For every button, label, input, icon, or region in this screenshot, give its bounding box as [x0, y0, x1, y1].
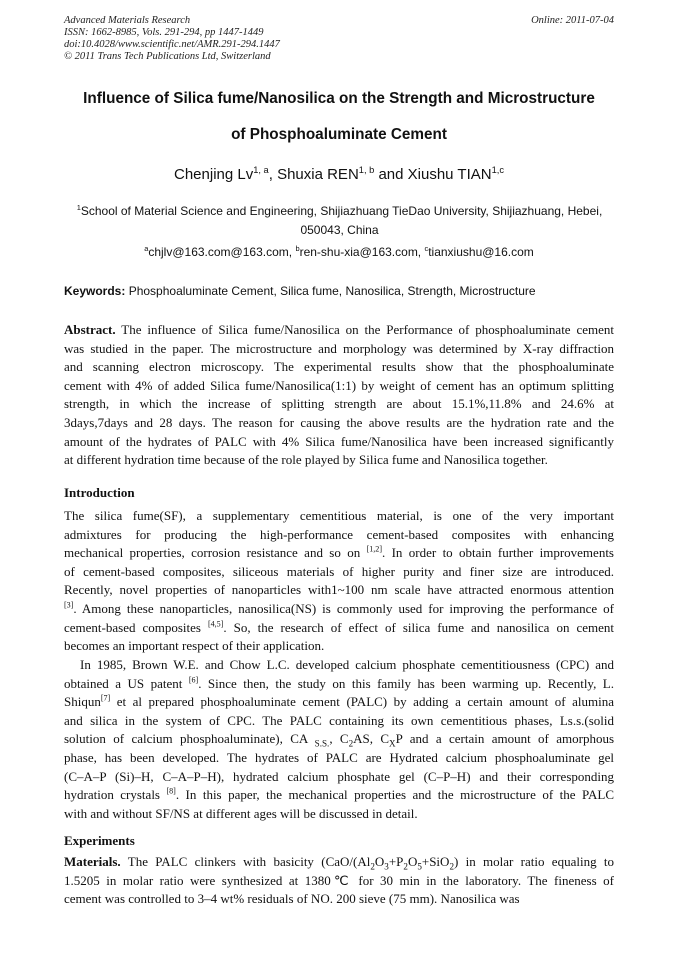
body-line: phase, has been developed. The hydrates of PALC are Hydrated calcium phosphoaluminate gel — [64, 749, 614, 765]
affiliation-sup: 1 — [76, 203, 81, 212]
email-a-sup: a — [144, 244, 149, 253]
paper-title-line-1: Influence of Silica fume/Nanosilica on the Strength and Microstructure — [83, 90, 595, 107]
author-1: Chenjing Lv — [174, 166, 254, 183]
experiments-heading: Experiments — [64, 833, 135, 848]
citation: [4,5] — [207, 619, 224, 629]
abstract-line: amount of the hydrates of PALC with 4% Silica fume/Nanosilica have been increased significantly — [64, 433, 614, 449]
keywords — [64, 284, 624, 298]
body-line: mechanical properties, corrosion resistance and so on [1,2]. In order to obtain further improvements — [64, 544, 614, 561]
body-line: obtained a US patent [6]. Since then, the study on this family has been warming up. Recently, L. — [64, 675, 614, 691]
author-2: , Shuxia REN — [268, 166, 359, 183]
introduction-heading: Introduction — [64, 485, 135, 500]
body-line: Shiqun[7] et al prepared phosphoaluminate cement (PALC) by adding a certain amount of alumina — [64, 693, 614, 710]
affiliation-line-1: School of Material Science and Engineering, Shijiazhuang TieDao University, Shijiazhuang, Hebei, — [80, 204, 603, 218]
issn-line: ISSN: 1662-8985, Vols. 291-294, pp 1447-1449 — [64, 27, 264, 38]
body-line: In 1985, Brown W.E. and Chow L.C. developed calcium phosphate cementitiousness (CPC) and — [80, 657, 614, 672]
abstract-line: at different hydration time because of the role played by Silica fume and Nanosilica together. — [64, 452, 548, 468]
author-3-sup: 1,c — [491, 165, 504, 175]
body-line: The silica fume(SF), a supplementary cementitious material, is one of the very important — [64, 508, 614, 523]
author-list — [40, 166, 638, 183]
online-date: Online: 2011-07-04 — [531, 15, 614, 26]
author-3: and Xiushu TIAN — [374, 166, 492, 183]
citation: [3] — [64, 600, 74, 610]
email-b-sup: b — [295, 244, 300, 253]
body-line: [3]. Among these nanoparticles, nanosilica(NS) is commonly used for improving the performance of — [64, 600, 614, 616]
body-line: hydration crystals [8]. In this paper, the mechanical properties and the microstructure of the PALC — [64, 786, 614, 803]
abstract-label: Abstract. — [64, 322, 116, 337]
citation: [7] — [100, 693, 111, 703]
affiliation — [64, 202, 615, 240]
introduction-paragraph-1 — [64, 507, 614, 656]
abstract-line: cement with 4% of added Silica fume/Nanosilica(1:1) by weight of cement has an optimum splitting — [64, 377, 614, 393]
email-c: tianxiushu@16.com — [428, 245, 534, 259]
body-line: admixtures for producing the high-performance cement-based composites with enhancing — [64, 526, 614, 542]
copyright-line: © 2011 Trans Tech Publications Ltd, Switzerland — [64, 51, 271, 62]
introduction-paragraph-2 — [64, 656, 614, 823]
subscript: 2 — [348, 738, 354, 749]
body-line: and silica in the system of CPC. The PALC containing its own cementitious phases, Ls.s.(solid — [64, 712, 614, 728]
keywords-label: Keywords: — [64, 284, 126, 298]
body-line: Materials. The PALC clinkers with basicity ($CaO/(Al_2O_3+P_2O_5+SiO_2)$ in molar ratio equaling to — [64, 854, 614, 872]
abstract-line: 3days,7days and 28 days. The reason for causing the above results are the hydration rate and the — [64, 414, 614, 430]
affiliation-line-2: 050043, China — [300, 223, 379, 237]
citation: [6] — [188, 675, 199, 685]
keywords-text: Phosphoaluminate Cement, Silica fume, Nanosilica, Strength, Microstructure — [125, 284, 536, 298]
body-line: cement was controlled to 3–4 wt% residuals of NO. 200 sieve (75 mm). Nanosilica was — [64, 891, 520, 907]
body-line: with and without SF/NS at different ages will be discussed in detail. — [64, 805, 418, 821]
email-c-sup: c — [424, 244, 429, 253]
abstract-line: and scanning electron microscopy. The experimental results show that the phosphoaluminate — [64, 359, 614, 375]
body-line: Recently, novel properties of nanoparticles with1~100 nm scale have attracted enormous attention — [64, 582, 614, 598]
citation: [1,2] — [366, 544, 382, 554]
doi-line: doi:10.4028/www.scientific.net/AMR.291-294.1447 — [64, 39, 280, 50]
journal-header — [64, 15, 280, 63]
author-2-sup: 1, b — [358, 165, 375, 175]
body-line: (C–A–P (Si)–H, C–A–P–H), hydrated calcium phosphate gel (C–P–H) and their corresponding — [64, 768, 614, 784]
body-line: 1.5205 in molar ratio were synthesized at 1380℃ for 30 min in the laboratory. The fineness of — [64, 872, 614, 888]
materials-label: Materials. — [64, 854, 121, 869]
abstract-line: The influence of Silica fume/Nanosilica on the Performance of phosphoaluminate cement — [115, 322, 614, 337]
body-line: cement-based composites [4,5]. So, the research of effect of silica fume and nanosilica on cement — [64, 619, 614, 635]
abstract-line: strength, in which the increase of splitting strength are about 15.1%,11.8% and 24.6% at — [64, 396, 614, 412]
body-line: becomes an important respect of their application. — [64, 638, 325, 654]
subscript: S.S. — [308, 738, 330, 749]
abstract-line: was studied in the paper. The microstructure and morphology was determined by X-ray diffraction — [64, 340, 614, 356]
subscript: X — [389, 738, 396, 749]
body-line: of cement-based composites, siliceous materials of higher purity and finer size are introduced. — [64, 563, 614, 579]
abstract — [64, 321, 614, 470]
author-emails — [40, 245, 638, 259]
email-b: ren-shu-xia@163.com, — [299, 245, 425, 259]
author-1-sup: 1, a — [253, 165, 269, 175]
paper-title-line-2: of Phosphoaluminate Cement — [231, 126, 447, 143]
email-a: chjlv@163.com@163.com, — [148, 245, 296, 259]
citation: [8] — [166, 786, 176, 796]
journal-name: Advanced Materials Research — [64, 15, 191, 26]
body-line: solution of calcium phosphoaluminate), CA $_{S.S.}$, $C_2AS$, $C_XP$ and a certain amount of amorphous — [64, 731, 615, 749]
materials-paragraph — [64, 853, 614, 909]
